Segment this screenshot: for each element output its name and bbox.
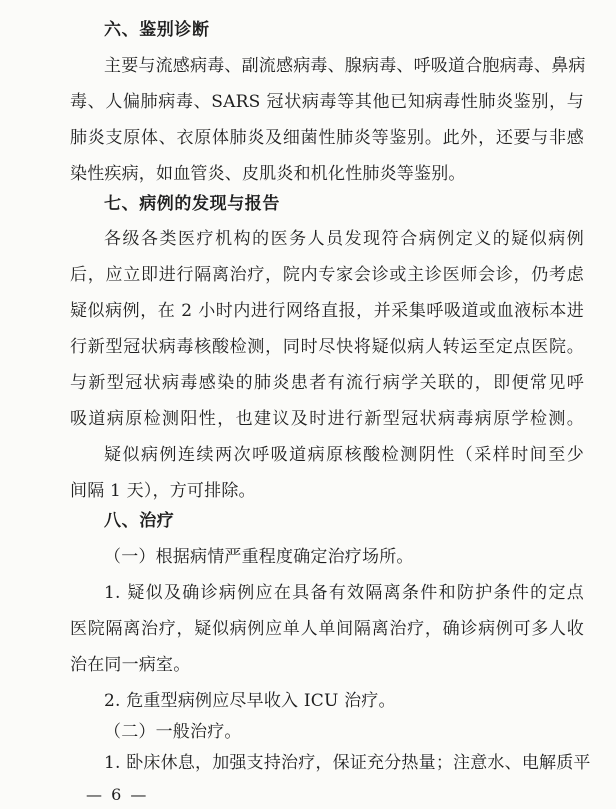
s8-item2: 2. 危重型病例应尽早收入 ICU 治疗。 [104,691,396,711]
s7-p1-line-2: 后，应立即进行隔离治疗，院内专家会诊或主诊医师会诊，仍考虑 [70,265,584,285]
s8-item1-line-1: 1. 疑似及确诊病例应在具备有效隔离条件和防护条件的定点 [104,583,584,603]
s8-subheading-2: （二）一般治疗。 [104,722,242,742]
page-number: — 6 — [86,785,149,804]
section-6-heading: 六、鉴别诊断 [104,20,210,40]
section-8-heading: 八、治疗 [104,511,175,531]
s6-line-3: 肺炎支原体、衣原体肺炎及细菌性肺炎等鉴别。此外，还要与非感 [70,128,584,148]
section-7-heading: 七、病例的发现与报告 [104,194,280,214]
s7-p1-line-6: 吸道病原检测阳性，也建议及时进行新型冠状病毒病原学检测。 [70,409,584,429]
s7-p1-line-4: 行新型冠状病毒核酸检测，同时尽快将疑似病人转运至定点医院。 [70,337,584,357]
s8-item1-line-3: 治在同一病室。 [70,655,191,675]
s7-p1-line-1: 各级各类医疗机构的医务人员发现符合病例定义的疑似病例 [104,229,584,249]
s8-item3-line-1: 1. 卧床休息，加强支持治疗，保证充分热量；注意水、电解质平 [104,753,591,773]
s8-subheading-1: （一）根据病情严重程度确定治疗场所。 [104,547,414,567]
s7-p2-line-2: 间隔 1 天），方可排除。 [70,481,256,501]
s6-line-2: 毒、人偏肺病毒、SARS 冠状病毒等其他已知病毒性肺炎鉴别，与 [70,92,584,112]
s6-line-1: 主要与流感病毒、副流感病毒、腺病毒、呼吸道合胞病毒、鼻病 [104,56,586,76]
s7-p2-line-1: 疑似病例连续两次呼吸道病原核酸检测阴性（采样时间至少 [104,445,584,465]
s8-item1-line-2: 医院隔离治疗，疑似病例应单人单间隔离治疗，确诊病例可多人收 [70,619,584,639]
s7-p1-line-5: 与新型冠状病毒感染的肺炎患者有流行病学关联的，即便常见呼 [70,373,584,393]
s6-line-4: 染性疾病，如血管炎、皮肌炎和机化性肺炎等鉴别。 [70,164,466,184]
s7-p1-line-3: 疑似病例，在 2 小时内进行网络直报，并采集呼吸道或血液标本进 [70,301,584,321]
